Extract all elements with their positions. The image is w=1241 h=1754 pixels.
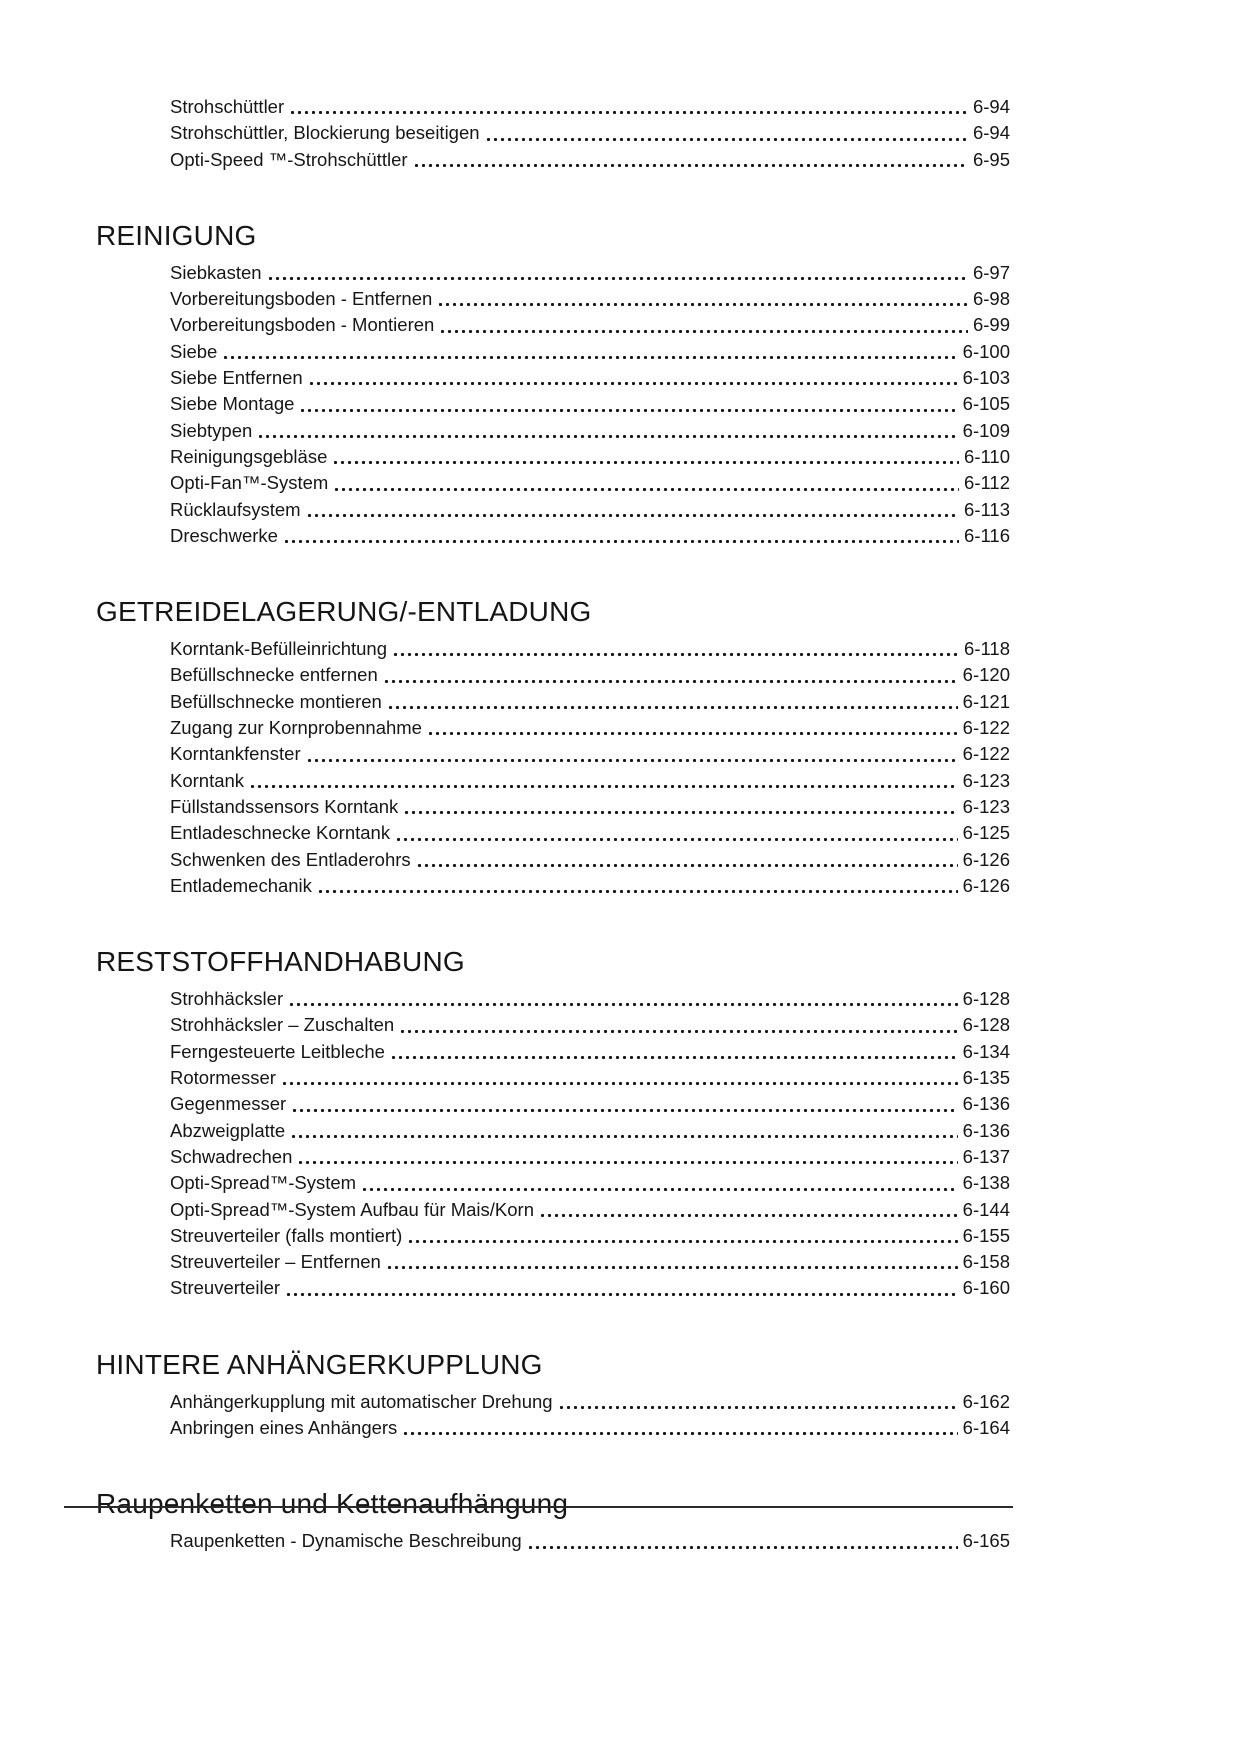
toc-entry	[170, 1065, 1010, 1091]
entry-page-number: 6-122	[962, 743, 1010, 765]
dotted-leader	[382, 689, 963, 715]
entry-label: Strohschüttler, Blockierung beseitigen	[170, 122, 480, 144]
toc-entry	[170, 847, 1010, 873]
toc-entry	[170, 1249, 1010, 1275]
entry-page-number: 6-100	[962, 340, 1010, 362]
entry-label: Reinigungsgebläse	[170, 445, 328, 467]
section-heading: HINTERE ANHÄNGERKUPPLUNG	[96, 1348, 543, 1380]
entry-page-number: 6-135	[962, 1067, 1010, 1089]
entry-page-number: 6-109	[962, 419, 1010, 441]
entry-page-number: 6-155	[962, 1224, 1010, 1246]
dotted-leader	[252, 418, 962, 444]
entry-page-number: 6-113	[964, 498, 1010, 520]
toc-entry	[170, 339, 1010, 365]
dotted-leader	[327, 444, 964, 470]
dotted-leader	[398, 794, 962, 820]
entry-page-number: 6-123	[962, 795, 1010, 817]
dotted-leader	[402, 1223, 962, 1249]
entry-label: Korntank-Befülleinrichtung	[170, 638, 387, 660]
entry-page-number: 6-99	[972, 314, 1010, 336]
section-entries	[96, 1528, 1010, 1554]
section-entries	[96, 1389, 1010, 1442]
section-heading: RESTSTOFFHANDHABUNG	[96, 946, 465, 978]
toc-entry	[170, 1170, 1010, 1196]
entry-page-number: 6-138	[962, 1172, 1010, 1194]
entry-page-number: 6-126	[962, 848, 1010, 870]
dotted-leader	[301, 497, 964, 523]
entry-label: Strohschüttler	[170, 96, 285, 117]
toc-entry	[170, 768, 1010, 794]
toc-section	[96, 1348, 1010, 1442]
entry-label: Ferngesteuerte Leitbleche	[170, 1040, 385, 1062]
toc-entry	[170, 794, 1010, 820]
dotted-leader	[378, 662, 963, 688]
toc-entry	[170, 286, 1010, 312]
entry-label: Dreschwerke	[170, 524, 278, 546]
entry-label: Opti-Spread™-System Aufbau für Mais/Korn	[170, 1198, 534, 1220]
dotted-leader	[381, 1249, 963, 1275]
dotted-leader	[553, 1389, 963, 1415]
entry-page-number: 6-112	[964, 472, 1010, 494]
dotted-leader	[262, 260, 973, 286]
entry-page-number: 6-160	[962, 1277, 1010, 1299]
toc-section	[96, 94, 1010, 173]
dotted-leader	[312, 873, 963, 899]
entry-page-number: 6-98	[972, 288, 1010, 310]
entry-page-number: 6-128	[962, 1014, 1010, 1036]
dotted-leader	[522, 1528, 963, 1554]
entry-page-number: 6-103	[962, 367, 1010, 389]
toc-entry	[170, 662, 1010, 688]
toc-entry	[170, 1275, 1010, 1301]
entry-page-number: 6-165	[962, 1530, 1010, 1552]
dotted-leader	[534, 1197, 963, 1223]
dotted-leader	[303, 365, 963, 391]
entry-page-number: 6-162	[962, 1390, 1010, 1412]
entry-label: Siebe	[170, 340, 218, 362]
toc-entry	[170, 1197, 1010, 1223]
entry-label: Entladeschnecke Korntank	[170, 822, 391, 844]
entry-page-number: 6-144	[962, 1198, 1010, 1220]
section-entries	[96, 636, 1010, 899]
entry-label: Raupenketten - Dynamische Beschreibung	[170, 1530, 522, 1552]
dotted-leader	[480, 120, 973, 146]
dotted-leader	[356, 1170, 963, 1196]
section-entries	[96, 94, 1010, 173]
toc-entry	[170, 94, 1010, 120]
toc-entry	[170, 1012, 1010, 1038]
toc-entry	[170, 418, 1010, 444]
toc-entry	[170, 523, 1010, 549]
toc-entry	[170, 1039, 1010, 1065]
entry-label: Abzweigplatte	[170, 1119, 286, 1141]
entry-page-number: 6-116	[964, 524, 1010, 546]
dotted-leader	[280, 1275, 963, 1301]
dotted-leader	[387, 636, 964, 662]
toc-entry	[170, 1223, 1010, 1249]
dotted-leader	[283, 986, 963, 1012]
entry-page-number: 6-105	[962, 393, 1010, 415]
toc-entry	[170, 1528, 1010, 1554]
section-entries	[96, 260, 1010, 549]
toc-entry	[170, 497, 1010, 523]
entry-label: Anbringen eines Anhängers	[170, 1416, 398, 1438]
dotted-leader	[434, 312, 973, 338]
entry-label: Vorbereitungsboden - Montieren	[170, 314, 435, 336]
dotted-leader	[286, 1091, 962, 1117]
toc-entry	[170, 1118, 1010, 1144]
toc-section	[96, 1487, 1010, 1554]
entry-page-number: 6-125	[962, 822, 1010, 844]
section-heading: REINIGUNG	[96, 219, 257, 251]
entry-label: Siebe Montage	[170, 393, 295, 415]
dotted-leader	[432, 286, 973, 312]
entry-page-number: 6-136	[962, 1119, 1010, 1141]
entry-page-number: 6-134	[962, 1040, 1010, 1062]
entry-label: Korntank	[170, 769, 245, 791]
dotted-leader	[328, 470, 964, 496]
toc-section	[96, 219, 1010, 549]
entry-page-number: 6-136	[962, 1093, 1010, 1115]
dotted-leader	[278, 523, 964, 549]
entry-page-number: 6-94	[972, 122, 1010, 144]
entry-page-number: 6-158	[962, 1251, 1010, 1273]
toc-entry	[170, 120, 1010, 146]
entry-page-number: 6-122	[962, 717, 1010, 739]
entry-page-number: 6-123	[962, 769, 1010, 791]
entry-label: Anhängerkupplung mit automatischer Drehung	[170, 1390, 553, 1412]
entry-page-number: 6-137	[962, 1145, 1010, 1167]
entry-label: Streuverteiler (falls montiert)	[170, 1224, 403, 1246]
section-heading: GETREIDELAGERUNG/-ENTLADUNG	[96, 596, 592, 628]
dotted-leader	[244, 768, 963, 794]
dotted-leader	[397, 1415, 962, 1441]
dotted-leader	[394, 1012, 963, 1038]
entry-page-number: 6-110	[964, 445, 1010, 467]
dotted-leader	[408, 147, 973, 173]
dotted-leader	[411, 847, 963, 873]
section-heading: Raupenketten und Kettenaufhängung	[96, 1488, 569, 1520]
dotted-leader	[294, 391, 962, 417]
entry-label: Füllstandssensors Korntank	[170, 795, 399, 817]
entry-label: Entlademechanik	[170, 874, 312, 896]
dotted-leader	[385, 1039, 963, 1065]
dotted-leader	[301, 741, 963, 767]
entry-page-number: 6-95	[972, 148, 1010, 170]
toc-entry	[170, 986, 1010, 1012]
entry-label: Opti-Fan™-System	[170, 472, 329, 494]
toc-entry	[170, 147, 1010, 173]
entry-label: Schwenken des Entladerohrs	[170, 848, 411, 870]
entry-label: Siebe Entfernen	[170, 367, 303, 389]
entry-page-number: 6-97	[972, 261, 1010, 283]
dotted-leader	[390, 820, 963, 846]
entry-label: Korntankfenster	[170, 743, 301, 765]
toc-entry	[170, 1144, 1010, 1170]
toc-entry	[170, 470, 1010, 496]
toc-section	[96, 595, 1010, 899]
entry-label: Strohhäcksler	[170, 988, 284, 1010]
entry-label: Vorbereitungsboden - Entfernen	[170, 288, 433, 310]
toc-entry	[170, 260, 1010, 286]
toc-entry	[170, 873, 1010, 899]
entry-label: Zugang zur Kornprobennahme	[170, 717, 422, 739]
toc-entry	[170, 312, 1010, 338]
entry-page-number: 6-126	[962, 874, 1010, 896]
entry-label: Opti-Spread™-System	[170, 1172, 357, 1194]
toc-entry	[170, 1415, 1010, 1441]
entry-label: Schwadrechen	[170, 1145, 293, 1167]
dotted-leader	[284, 94, 973, 120]
toc-entry	[170, 1389, 1010, 1415]
toc-entry	[170, 689, 1010, 715]
entry-page-number: 6-120	[962, 664, 1010, 686]
entry-label: Streuverteiler	[170, 1277, 281, 1299]
toc-entry	[170, 1091, 1010, 1117]
toc-page	[96, 94, 1010, 1555]
entry-label: Streuverteiler – Entfernen	[170, 1251, 381, 1273]
dotted-leader	[292, 1144, 962, 1170]
entry-label: Siebkasten	[170, 261, 262, 283]
entry-page-number: 6-121	[962, 690, 1010, 712]
footer-rule	[64, 1506, 1013, 1508]
entry-label: Befüllschnecke entfernen	[170, 664, 378, 686]
entry-label: Befüllschnecke montieren	[170, 690, 382, 712]
toc-entry	[170, 820, 1010, 846]
dotted-leader	[285, 1118, 962, 1144]
section-entries	[96, 986, 1010, 1302]
dotted-leader	[276, 1065, 963, 1091]
entry-page-number: 6-94	[972, 96, 1010, 117]
toc-section	[96, 945, 1010, 1302]
toc-entry	[170, 391, 1010, 417]
toc-entry	[170, 636, 1010, 662]
entry-page-number: 6-128	[962, 988, 1010, 1010]
entry-page-number: 6-118	[964, 638, 1010, 660]
toc-entry	[170, 365, 1010, 391]
dotted-leader	[422, 715, 963, 741]
toc-entry	[170, 444, 1010, 470]
entry-label: Rücklaufsystem	[170, 498, 301, 520]
entry-label: Siebtypen	[170, 419, 253, 441]
entry-label: Gegenmesser	[170, 1093, 287, 1115]
entry-label: Opti-Speed ™-Strohschüttler	[170, 148, 408, 170]
entry-label: Strohhäcksler – Zuschalten	[170, 1014, 395, 1036]
entry-page-number: 6-164	[962, 1416, 1010, 1438]
entry-label: Rotormesser	[170, 1067, 276, 1089]
toc-entry	[170, 715, 1010, 741]
toc-entry	[170, 741, 1010, 767]
dotted-leader	[217, 339, 962, 365]
